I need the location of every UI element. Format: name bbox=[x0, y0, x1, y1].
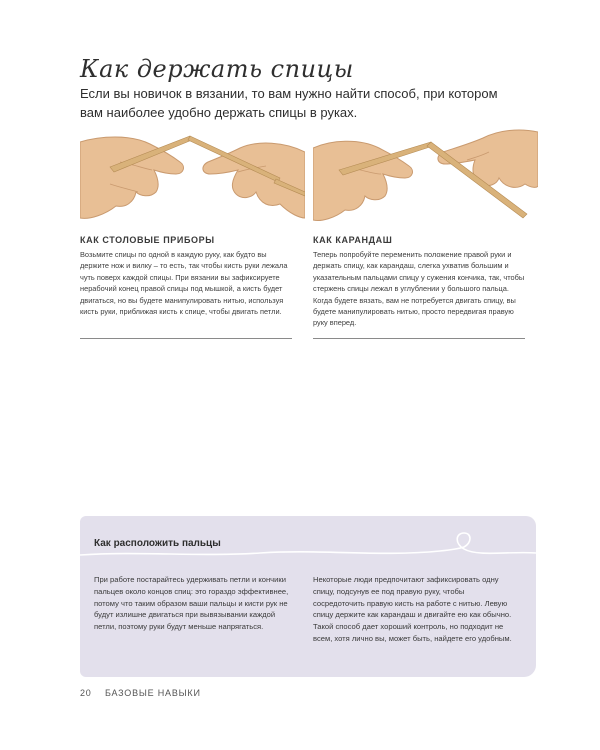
pencil-grip-illustration bbox=[313, 122, 538, 224]
intro-text: Если вы новичок в вязании, то вам нужно найти способ, при котором вам наиболее удобно держать спицы в руках. bbox=[80, 86, 498, 120]
page-title: Как держать спицы bbox=[80, 55, 354, 83]
tip-box-title: Как расположить пальцы bbox=[94, 538, 221, 549]
page-number: 20 bbox=[80, 688, 92, 698]
tip-box-left-text: При работе постарайтесь удерживать петли и кончики пальцев около концов спиц: это гораздо эффективнее, потому что таким образом ваши пальцы и кисти рук не будут излишне двигаться при вывязывании каждой петли, поэтому руки будут меньше напрягаться. bbox=[94, 575, 289, 632]
column-rule-right bbox=[313, 338, 525, 339]
tip-box-right-text: Некоторые люди предпочитают зафиксировать одну спицу, подсунув ее под правую руку, чтобы сосредоточить правую кисть на работе с нитью. Левую спицу держите как карандаш и двигайте ею как обычно. Такой способ дает хороший контроль, но подходит не всем, хотя лично вы, может быть, найдете его удобным. bbox=[313, 575, 512, 643]
method-text-pencil: Теперь попробуйте переменить положение правой руки и держать спицу, как карандаш, слегка ухватив большим и указательным пальцами спицу у сужения кончика, так, чтобы стержень спицы лежал в углублении у большого пальца. Когда будете вязать, вам не потребуется двигать спицу, вы будете манипулировать нитью, просто передвигая правую руку вперед. bbox=[313, 250, 525, 328]
page-footer bbox=[80, 688, 201, 698]
section-name: БАЗОВЫЕ НАВЫКИ bbox=[104, 688, 201, 698]
method-text-cutlery: Возьмите спицы по одной в каждую руку, как будто вы держите нож и вилку – то есть, так чтобы кисть руки лежала чуть поверх каждой спицы. При вязании вы зафиксируете нерабочий конец правой спицы под мышкой, а кисть будет двигаться, но вы будете манипулировать нитью, используя кисть руки, приближая кисть к спице, чтобы двигать петли. bbox=[80, 250, 288, 317]
column-rule-left bbox=[80, 338, 292, 339]
method-heading-cutlery: КАК СТОЛОВЫЕ ПРИБОРЫ bbox=[80, 235, 215, 245]
method-heading-pencil: КАК КАРАНДАШ bbox=[313, 235, 393, 245]
knife-fork-grip-illustration bbox=[80, 122, 305, 224]
